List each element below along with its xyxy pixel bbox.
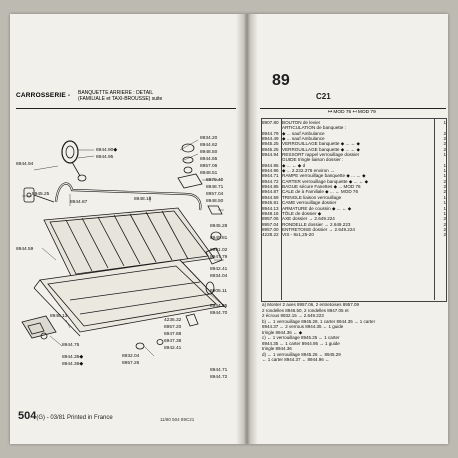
callout-label: 8945.28 [210, 224, 228, 229]
parts-ref: 8957.06 [262, 216, 279, 222]
callout-label: 8945.25 [32, 192, 50, 197]
subtitle-line-1: BANQUETTE ARRIERE : DETAIL [78, 90, 154, 96]
parts-desc: ENTRETOISE dossier → 2.649.224 [282, 226, 355, 232]
callout-label: 8947.79 [210, 255, 228, 260]
parts-qty: 2 [443, 221, 446, 227]
note-line: tringle 8944.36 ← ◆ [262, 329, 303, 335]
parts-desc: RONDELLE dossier → 2.649.223 [282, 221, 351, 227]
parts-desc: VIS - 8x1,25-20 [282, 232, 314, 238]
parts-ref: 8957.04 [262, 221, 279, 227]
parts-ref: 8944.87 [262, 189, 279, 195]
header-rule-right [260, 108, 446, 109]
parts-ref: 8957.00 [262, 226, 279, 232]
callout-label: 6905.11 [210, 289, 227, 294]
subtitle-line-2: (FAMILIALE et TAXI-BROUSSE) suite [78, 96, 163, 102]
binding-fold [236, 14, 258, 444]
callout-label: 8944.65 [200, 157, 218, 162]
parts-ref: 8944.79 [262, 130, 279, 136]
section-title: CARROSSERIE - [16, 92, 71, 99]
parts-qty: 2 [443, 178, 446, 184]
page-subtitle [78, 90, 238, 102]
parts-desc: ARMATURE de coussin ◆ ... ← ◆ [282, 205, 352, 211]
catalog-page [10, 14, 448, 444]
callout-label: 8948.71 [206, 185, 224, 190]
parts-desc: ◆ ... 2.232.376 environ → [282, 168, 335, 174]
callout-label: 8944.59 [16, 247, 34, 252]
callout-label: 8944.90◆ [96, 148, 118, 153]
parts-ref: 8944.72 [262, 178, 279, 184]
parts-desc: RESSORT rappel verrouillage dossier [282, 152, 360, 158]
parts-ref: 8944.95 [262, 162, 279, 168]
page-number: 89 [272, 72, 290, 89]
parts-ref: 4228.22 [262, 232, 279, 238]
note-line: b) ← 1 verrouillage 8945.28, 1 carter 8944.35 → 1 carter [262, 318, 376, 324]
callout-label: 8945.81 [210, 236, 228, 241]
parts-qty: 1 [443, 205, 446, 211]
note-line: tringle 8944.36 [262, 346, 292, 351]
parts-desc: RAMPE verrouillage banquette ◆ ... ← ◆ [282, 173, 366, 179]
parts-ref: 8945.81 [262, 200, 279, 206]
callout-label: 8948.16 [134, 197, 152, 202]
callout-label: 8957.04 [206, 192, 224, 197]
parts-ref: 8944.96 [262, 168, 279, 174]
parts-qty: 1 [443, 194, 446, 200]
parts-list [262, 120, 446, 238]
callout-label: 8948.13 [50, 314, 68, 319]
parts-qty: 2 [443, 189, 446, 195]
parts-ref: 8945.25 [262, 146, 279, 152]
callout-label: 8944.70 [210, 311, 228, 316]
callout-label: 8948.51 [200, 171, 218, 176]
callout-label: 6947.38 [164, 339, 182, 344]
callout-label: 8944.87 [70, 200, 88, 205]
parts-desc: BAGUE sécure Fanettes ◆ ... MOD 76 [282, 184, 361, 190]
parts-desc: TÔLE de dossier ◆ [282, 210, 322, 216]
callout-label: 8957.06 [200, 164, 218, 169]
note-line: a) Monter 2 axes 8957.06, 2 entretoises 8957.09 [262, 302, 360, 307]
callout-label: 8944.05 [210, 304, 228, 309]
callout-label: 8944.62 [200, 143, 218, 148]
parts-qty: 1 [443, 173, 446, 179]
parts-ref: 8944.59 [262, 194, 279, 200]
parts-qty: 1 [443, 200, 446, 206]
callout-label: 8944.71 [210, 368, 228, 373]
parts-desc: VERROUILLAGE banquette ◆ ... ← ◆ [282, 141, 361, 147]
parts-ref: 8944.94 [262, 152, 279, 158]
footer-page-suffix: (G) - 03/81 Printed in France [36, 415, 113, 421]
callout-label: 8934.04 [210, 274, 228, 279]
parts-desc: ◆ ... sauf Ambulance [282, 136, 325, 142]
parts-ref: 8944.13 [262, 205, 279, 211]
parts-qty: 2 [443, 136, 446, 142]
parts-desc: ◆ ... sauf Ambulance [282, 130, 325, 136]
parts-desc: CALE de à Familiale ◆ ... ← MOD 76 [282, 189, 359, 195]
callout-label: 8944.72 [210, 375, 228, 380]
callout-label: 8944.95 [96, 155, 114, 160]
parts-qty: 2 [443, 184, 446, 190]
parts-qty: 2 [443, 226, 446, 232]
catalog-section: C21 [316, 92, 331, 101]
callout-label: 8944.75 [62, 343, 80, 348]
print-stamp: 11/80 504 89C21 [160, 417, 195, 422]
parts-qty: 2 [443, 141, 446, 147]
parts-desc: BOUTON de levier [282, 120, 321, 125]
parts-ref: 8944.71 [262, 173, 279, 179]
callout-label: 8979.40 [206, 178, 224, 183]
parts-desc: CAME verrouillage dossier [282, 200, 337, 206]
callout-label: 8947.88 [164, 332, 182, 337]
parts-ref: 8944.49 [262, 136, 279, 142]
parts-desc: CARTER verrouillage banquette ◆ ... ← ◆ [282, 178, 369, 184]
parts-row [262, 232, 446, 237]
callout-label: 8932.04 [122, 354, 140, 359]
parts-desc: AXE dossier → 2.649.224 [282, 216, 335, 222]
footer-page-number: 504 [18, 410, 37, 422]
callout-label: 4236.32 [164, 318, 182, 323]
parts-ref: 8907.80 [262, 120, 279, 125]
note-line: 2 écrous 8932.15 → 2.649.223 [262, 313, 324, 318]
note-line: d) ← 1 verrouillage 8945.26 ← 8945.29 [262, 351, 341, 357]
callout-label: 8944.36◆ [62, 362, 84, 367]
callout-label: 8948.50 [200, 150, 218, 155]
model-header: ↦ MOD 76 ↤ MOD 79 [328, 110, 376, 115]
parts-qty: 1 [443, 168, 446, 174]
callout-label: 8957.26 [122, 361, 140, 366]
callout-label: 8948.50 [206, 199, 224, 204]
parts-qty: 2 [443, 130, 446, 136]
parts-ref: 8945.25 [262, 141, 279, 147]
page-footer [18, 410, 113, 422]
callout-label: 8942.41 [210, 267, 228, 272]
parts-qty: 1 [443, 152, 446, 158]
note-line: 8944.35 ← 1 carter 8944.95 → 1 guide [262, 340, 340, 346]
parts-ref: 8944.85 [262, 184, 279, 190]
parts-ref: 8948.16 [262, 210, 279, 216]
callout-label: 8957.20 [164, 325, 182, 330]
note-line: c) ← 1 verrouillage 8945.25 ← 1 carter [262, 335, 340, 340]
header-rule-left [16, 108, 236, 109]
callout-label: 8944.94 [16, 162, 34, 167]
parts-desc: TRINGLE liaison verrouillage [282, 194, 342, 200]
parts-desc: ◆ ... ← ◆ d [282, 162, 306, 168]
assembly-notes [262, 302, 446, 363]
note-line: 2 rondelles 8946.50, 2 rondelles 8947.05 et [262, 307, 349, 313]
parts-qty: 1 [443, 210, 446, 216]
parts-qty: 1 [443, 162, 446, 168]
parts-desc: GUIDE tringle liaison dossier : [282, 157, 344, 163]
parts-qty: 1 [443, 120, 446, 125]
callout-label: 8942.41 [164, 346, 182, 351]
callout-label: 8944.35◆ [62, 355, 84, 360]
parts-desc: VERROUILLAGE banquette ◆ ... ← ◆ [282, 146, 361, 152]
note-line: 8944.37 ← 2 verrous 8944.35 ← 1 guide [262, 324, 344, 329]
callout-label: 8934.20 [200, 136, 218, 141]
parts-desc: ARTICULATION de banquette : [282, 125, 346, 131]
page-header [16, 90, 238, 102]
parts-qty: 2 [443, 232, 446, 238]
callout-label: 8991.02 [210, 248, 228, 253]
parts-qty: 2 [443, 216, 446, 222]
note-line: ← 1 carter 8944.37 ← 8944.96 ← [262, 357, 330, 362]
parts-qty: 2 [443, 146, 446, 152]
